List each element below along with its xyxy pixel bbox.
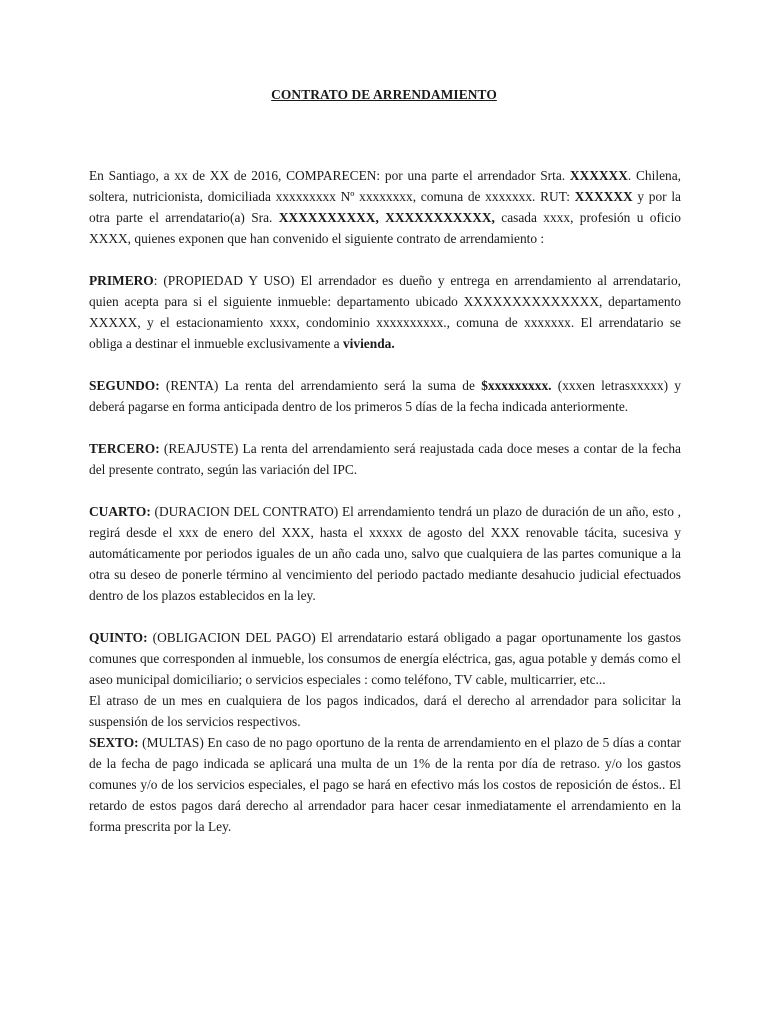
clause-quinto (89, 627, 681, 690)
clause-sexto (89, 732, 681, 837)
lessee-name: XXXXXXXXXX, XXXXXXXXXXX, (278, 210, 495, 225)
clause-segundo-text-2: (xxxen letrasxxxxx) y deberá pagarse en forma anticipada dentro de los primeros 5 días de la fecha indicada anteriormente. (89, 378, 682, 414)
intro-text-3: y por la otra parte el arrendatario(a) Sra. (89, 189, 681, 225)
clause-quinto-label: QUINTO: (89, 630, 148, 645)
clause-quinto-continuation: El atraso de un mes en cualquiera de los pagos indicados, dará el derecho al arrendador para solicitar la suspensión de los servicios respectivos. (89, 693, 681, 729)
clause-primero-text: : (PROPIEDAD Y USO) El arrendador es dueño y entrega en arrendamiento al arrendatario, quien acepta para si el siguiente inmueble: departamento ubicado XXXXXXXXXXXXXX, departamento XXXXX, y el estacionamiento xxxx, condominio xxxxxxxxxx., comuna de xxxxxxx. El arrendatario se obliga a destinar el inmueble exclusivamente a (89, 273, 681, 351)
lessor-rut: XXXXXX (574, 189, 633, 204)
clause-segundo-amount: $xxxxxxxxx. (481, 378, 552, 393)
clause-quinto-text: (OBLIGACION DEL PAGO) El arrendatario estará obligado a pagar oportunamente los gastos comunes que corresponden al inmueble, los consumos de energía eléctrica, gas, agua potable y demás como el aseo municipal domiciliario; o servicios especiales : como teléfono, TV cable, multicarrier, etc... (89, 630, 681, 687)
intro-paragraph (89, 165, 681, 249)
intro-text-4: casada xxxx, profesión u oficio XXXX, quienes exponen que han convenido el siguiente contrato de arrendamiento : (89, 210, 681, 246)
clause-cuarto-text: (DURACION DEL CONTRATO) El arrendamiento tendrá un plazo de duración de un año, esto , regirá desde el xxx de enero del XXX, hasta el xxxxx de agosto del XXX renovable tácita, sucesiva y automáticamente por periodos iguales de un año cada uno, salvo que cualquiera de las partes comunique a la otra su deseo de ponerle término al vencimiento del periodo pactado mediante desahucio judicial efectuados dentro de los plazos establecidos en la ley. (89, 504, 681, 603)
clause-segundo-label: SEGUNDO: (89, 378, 160, 393)
clause-segundo (89, 375, 681, 417)
clause-sexto-text: (MULTAS) En caso de no pago oportuno de la renta de arrendamiento en el plazo de 5 días a contar de la fecha de pago indicada se aplicará una multa de un 1% de la renta por día de retraso. y/o los gastos comunes y/o de los servicios especiales, el pago se hará en efectivo más los costos de reposición de éstos.. El retardo de estos pagos dará derecho al arrendador para hacer cesar inmediatamente el arrendamiento en la forma prescrita por la Ley. (89, 735, 681, 834)
clause-tercero (89, 438, 681, 480)
document-title: CONTRATO DE ARRENDAMIENTO (271, 87, 497, 102)
intro-text-1: En Santiago, a xx de XX de 2016, COMPARECEN: por una parte el arrendador Srta. (89, 168, 570, 183)
clause-cuarto-label: CUARTO: (89, 504, 151, 519)
clause-primero (89, 270, 681, 354)
document-body (89, 165, 681, 837)
clause-primero-label: PRIMERO (89, 273, 154, 288)
intro-text-2: . Chilena, soltera, nutricionista, domiciliada xxxxxxxxx Nº xxxxxxxx, comuna de xxxxxxx. RUT: (89, 168, 681, 204)
lessor-name: XXXXXX (569, 168, 628, 183)
clause-cuarto (89, 501, 681, 606)
clause-segundo-text-1: (RENTA) La renta del arrendamiento será la suma de (159, 378, 482, 393)
clause-primero-use: vivienda. (342, 336, 395, 351)
clause-tercero-text: (REAJUSTE) La renta del arrendamiento será reajustada cada doce meses a contar de la fecha del presente contrato, según las variación del IPC. (89, 441, 681, 477)
clause-tercero-label: TERCERO: (89, 441, 160, 456)
clause-sexto-label: SEXTO: (89, 735, 139, 750)
